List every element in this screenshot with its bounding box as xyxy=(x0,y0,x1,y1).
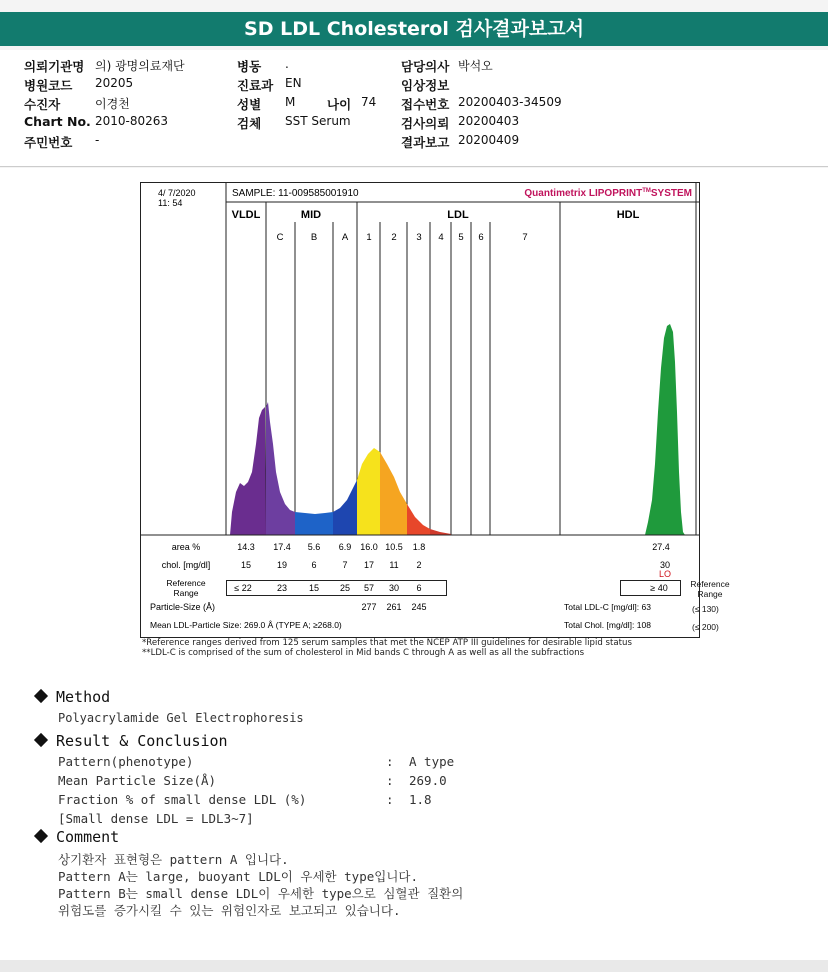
info-value: - xyxy=(95,133,100,147)
group-hdl: HDL xyxy=(616,209,640,221)
chart-date: 4/ 7/2020 xyxy=(158,188,196,198)
chart-brand xyxy=(524,188,692,199)
info-label: 수진자 xyxy=(24,97,61,112)
comment-line: Pattern A는 large, buoyant LDL이 우세한 type입니다. xyxy=(58,869,418,884)
info-value: 20200409 xyxy=(458,133,520,147)
group-mid: MID xyxy=(300,209,322,221)
total-chol: Total Chol. [mg/dl]: 108 xyxy=(564,620,651,630)
bottom-strip xyxy=(0,960,828,972)
info-label: 임상정보 xyxy=(401,78,450,93)
diamond-bullet-icon xyxy=(34,689,48,703)
ref-value: 57 xyxy=(363,583,375,593)
result-label: Mean Particle Size(Å) xyxy=(58,773,217,788)
info-value: 20200403-34509 xyxy=(458,95,562,109)
info-value: 이경천 xyxy=(95,97,130,111)
area-value: 1.8 xyxy=(412,542,426,552)
row-label-chol: chol. [mg/dl] xyxy=(161,560,211,570)
total-ldl: Total LDL-C [mg/dl]: 63 xyxy=(564,602,651,612)
total-chol-ref-label: (≤ 200) xyxy=(692,622,719,632)
ref-value: 6 xyxy=(416,583,422,593)
row-label-particle: Particle-Size (Å) xyxy=(150,602,216,612)
area-value: 16.0 xyxy=(360,542,378,552)
info-value: . xyxy=(285,57,289,71)
brand-suffix: SYSTEM xyxy=(650,188,692,199)
comment-line: Pattern B는 small dense LDL이 우세한 type으로 심혈관 질환의 xyxy=(58,886,464,901)
info-value: SST Serum xyxy=(285,114,351,128)
method-title: Method xyxy=(56,688,111,706)
comment-title: Comment xyxy=(56,828,120,846)
band-label: 2 xyxy=(391,232,397,243)
band-label: 6 xyxy=(478,232,484,243)
result-title: Result & Conclusion xyxy=(56,732,228,750)
ref-value: ≤ 22 xyxy=(234,583,252,593)
info-label: 주민번호 xyxy=(24,135,73,150)
patient-info xyxy=(0,50,828,167)
info-label: Chart No. xyxy=(24,114,91,129)
ref-value: 25 xyxy=(339,583,351,593)
result-label: Pattern(phenotype) xyxy=(58,754,194,769)
info-value: 2010-80263 xyxy=(95,114,169,128)
report-title: SD LDL Cholesterol 검사결과보고서 xyxy=(0,12,828,46)
info-label: 성별 xyxy=(237,97,262,112)
ref-value: 15 xyxy=(308,583,320,593)
band-label: 3 xyxy=(416,232,422,243)
info-value: 의) 광명의료재단 xyxy=(95,59,185,73)
particle-value: 277 xyxy=(361,602,377,612)
result-sep: : xyxy=(386,773,394,788)
group-vldl: VLDL xyxy=(231,209,261,221)
comment-heading xyxy=(36,828,119,846)
band-label: 4 xyxy=(438,232,444,243)
band-label: 7 xyxy=(522,232,528,243)
info-label: 검체 xyxy=(237,116,262,131)
ref-value: ≥ 40 xyxy=(650,583,668,593)
result-sep: : xyxy=(386,792,394,807)
chol-value: 7 xyxy=(342,560,348,570)
comment-line: 위험도를 증가시킬 수 있는 위험인자로 보고되고 있습니다. xyxy=(58,903,401,918)
info-label: 결과보고 xyxy=(401,135,450,150)
info-label: 진료과 xyxy=(237,78,274,93)
info-value: 74 xyxy=(361,95,377,109)
ref-label-line1: Reference xyxy=(166,578,206,588)
particle-value: 261 xyxy=(386,602,402,612)
chart-time: 11: 54 xyxy=(158,198,183,208)
group-ldl: LDL xyxy=(447,209,469,221)
info-value: 20205 xyxy=(95,76,134,90)
diamond-bullet-icon xyxy=(34,829,48,843)
info-label: 담당의사 xyxy=(401,59,450,74)
area-value: 27.4 xyxy=(652,542,670,552)
report-body xyxy=(0,168,828,960)
chol-value: 11 xyxy=(389,560,399,570)
band-label: 5 xyxy=(458,232,464,243)
result-label: Fraction % of small dense LDL (%) xyxy=(58,792,307,807)
info-label: 검사의뢰 xyxy=(401,116,450,131)
info-label: 의뢰기관명 xyxy=(24,59,85,74)
info-label: 병원코드 xyxy=(24,78,73,93)
band-label: B xyxy=(310,232,318,243)
chol-value: 15 xyxy=(240,560,252,570)
method-heading xyxy=(36,688,110,706)
info-label: 병동 xyxy=(237,59,262,74)
brand-tm: TM xyxy=(642,188,651,194)
chol-value: 17 xyxy=(363,560,375,570)
info-label: 나이 xyxy=(327,97,352,112)
ref-right-label: Reference Range xyxy=(690,579,730,599)
band-label: C xyxy=(276,232,284,243)
info-value: M xyxy=(285,95,296,109)
hdl-lo-flag: LO xyxy=(658,569,672,579)
chart-sample: SAMPLE: 11-009585001910 xyxy=(232,188,359,199)
lipoprint-chart xyxy=(140,182,700,638)
band-label: 1 xyxy=(366,232,372,243)
brand-name: Quantimetrix LIPOPRINT xyxy=(524,188,643,199)
total-ldl-ref-label: (≤ 130) xyxy=(692,604,719,614)
info-value: EN xyxy=(285,76,302,90)
area-value: 17.4 xyxy=(273,542,291,552)
mean-ldl-size: Mean LDL-Particle Size: 269.0 Å (TYPE A; ≥268.0) xyxy=(150,620,342,630)
area-value: 5.6 xyxy=(307,542,321,552)
chol-value: 30 xyxy=(659,560,671,570)
chol-value: 6 xyxy=(311,560,317,570)
info-value: 20200403 xyxy=(458,114,520,128)
result-value: 269.0 xyxy=(409,773,447,788)
diamond-bullet-icon xyxy=(34,733,48,747)
footnote-2: **LDL-C is comprised of the sum of cholesterol in Mid bands C through A as well as all the subfractions xyxy=(142,648,585,658)
method-text: Polyacrylamide Gel Electrophoresis xyxy=(58,711,304,725)
chol-value: 19 xyxy=(276,560,288,570)
result-heading xyxy=(36,732,228,750)
result-value: A type xyxy=(409,754,455,769)
chol-value: 2 xyxy=(416,560,422,570)
ref-value: 30 xyxy=(388,583,400,593)
row-label-area: area % xyxy=(171,542,201,552)
fraction-mid-b xyxy=(295,512,333,535)
area-value: 14.3 xyxy=(237,542,255,552)
particle-value: 245 xyxy=(411,602,427,612)
result-note: [Small dense LDL = LDL3~7] xyxy=(58,811,254,826)
result-sep: : xyxy=(386,754,394,769)
ref-value: 23 xyxy=(276,583,288,593)
area-value: 6.9 xyxy=(338,542,352,552)
band-label: A xyxy=(341,232,349,243)
info-value: 박석오 xyxy=(458,59,493,73)
footnote-1: *Reference ranges derived from 125 serum samples that met the NCEP ATP III guidelines for desirable lipid status xyxy=(142,638,632,648)
comment-line: 상기환자 표현형은 pattern A 입니다. xyxy=(58,852,289,867)
result-value: 1.8 xyxy=(409,792,432,807)
info-label: 접수번호 xyxy=(401,97,450,112)
ref-label-line2: Range xyxy=(173,588,199,598)
area-value: 10.5 xyxy=(385,542,403,552)
